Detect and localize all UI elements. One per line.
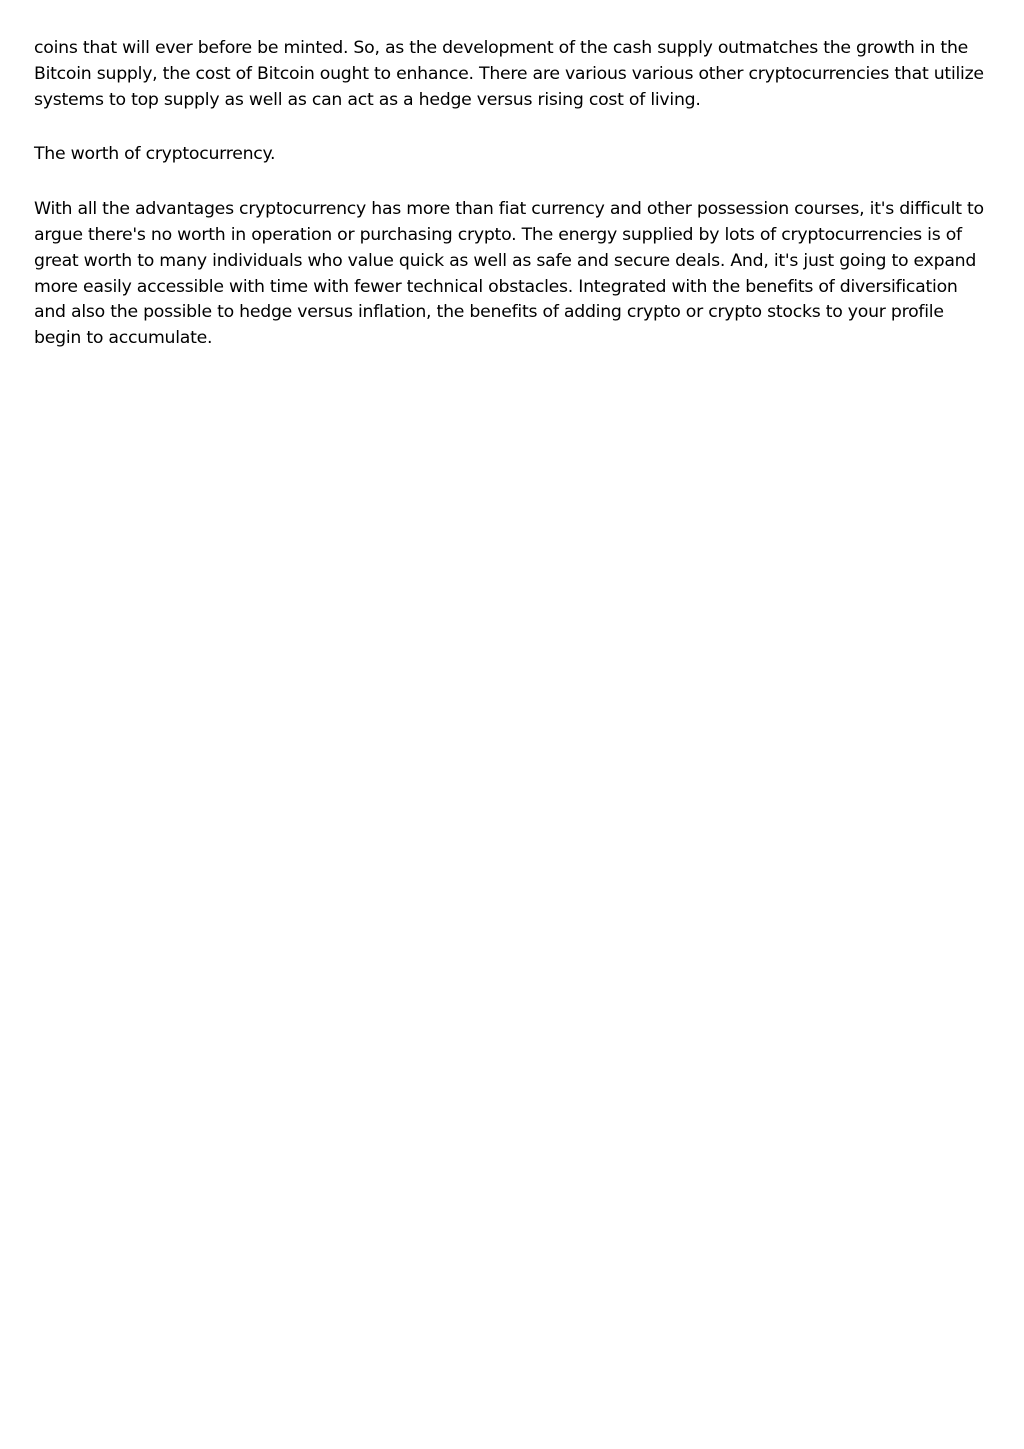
document-page xyxy=(34,36,994,381)
paragraph-advantages: With all the advantages cryptocurrency has more than fiat currency and other possession courses, it's difficult to argue there's no worth in operation or purchasing crypto. The energy supplied by lots of cryptocurrencies is of great worth to many individuals who value quick as well as safe and secure deals. And, it's just going to expand more easily accessible with time with fewer technical obstacles. Integrated with the benefits of diversification and also the possible to hedge versus inflation, the benefits of adding crypto or crypto stocks to your profile begin to accumulate. xyxy=(34,199,984,349)
paragraph-bitcoin-supply: coins that will ever before be minted. So, as the development of the cash supply outmatches the growth in the Bitcoin supply, the cost of Bitcoin ought to enhance. There are various various other cryptocurrencies that utilize systems to top supply as well as can act as a hedge versus rising cost of living. xyxy=(34,38,984,110)
section-heading-worth: The worth of cryptocurrency. xyxy=(34,144,276,165)
